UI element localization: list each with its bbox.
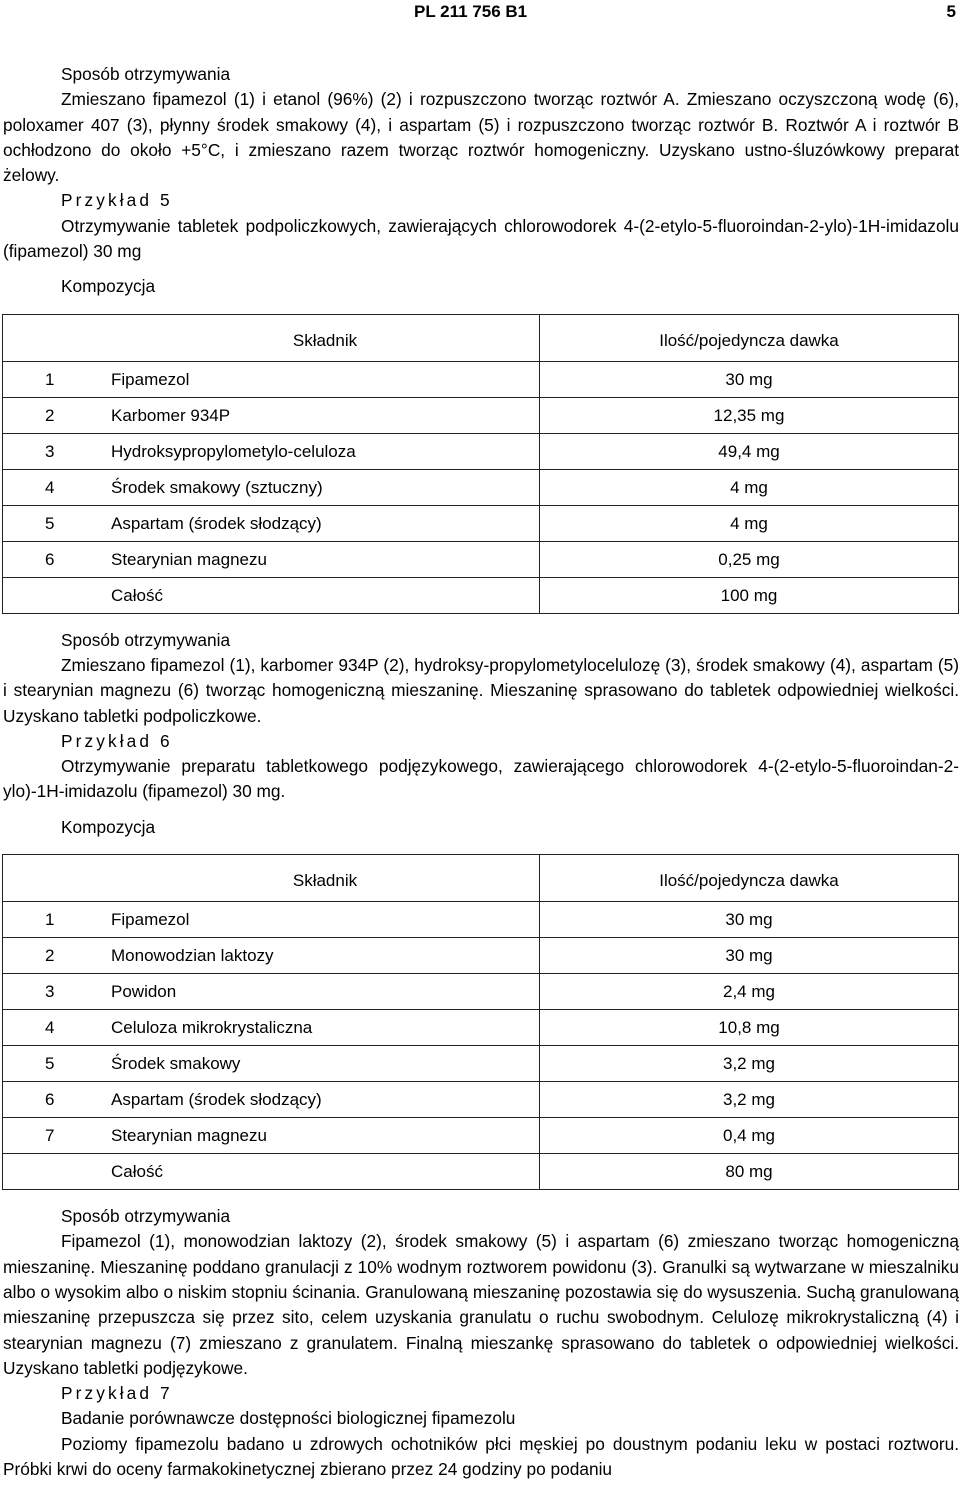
ingredient-name: Monowodzian laktozy (111, 938, 540, 974)
ingredient-amount: 100 mg (540, 577, 959, 613)
ingredient-name: Powidon (111, 974, 540, 1010)
example-5-heading: Przykład 5 (61, 190, 173, 211)
ingredient-amount: 4 mg (540, 469, 959, 505)
table-total-row (3, 577, 959, 613)
table-row (3, 938, 959, 974)
ingredient-name: Całość (111, 577, 540, 613)
example-5-composition-label: Kompozycja (61, 276, 156, 297)
row-number: 2 (3, 397, 112, 433)
example-6-composition-table (2, 854, 959, 1190)
ingredient-amount: 3,2 mg (540, 1082, 959, 1118)
table-row (3, 469, 959, 505)
table-row (3, 361, 959, 397)
row-number: 5 (3, 505, 112, 541)
ingredient-amount: 12,35 mg (540, 397, 959, 433)
page-header (0, 2, 960, 26)
ingredient-amount: 4 mg (540, 505, 959, 541)
row-number: 4 (3, 469, 112, 505)
row-number (3, 1154, 112, 1190)
example-6-heading: Przykład 6 (61, 730, 173, 751)
header-amount: Ilość/pojedyncza dawka (540, 314, 959, 361)
row-number: 4 (3, 1010, 112, 1046)
document-body (3, 62, 959, 1482)
ingredient-amount: 0,25 mg (540, 541, 959, 577)
row-number: 5 (3, 1046, 112, 1082)
table-row (3, 902, 959, 938)
row-number: 1 (3, 361, 112, 397)
ingredient-amount: 80 mg (540, 1154, 959, 1190)
method-label: Sposób otrzymywania (61, 64, 231, 84)
page-number: 5 (946, 2, 956, 21)
ingredient-name: Stearynian magnezu (111, 1118, 540, 1154)
ingredient-name: Karbomer 934P (111, 397, 540, 433)
ingredient-name: Fipamezol (111, 902, 540, 938)
table-row (3, 505, 959, 541)
table-row (3, 433, 959, 469)
ingredient-name: Całość (111, 1154, 540, 1190)
ingredient-amount: 49,4 mg (540, 433, 959, 469)
ingredient-amount: 3,2 mg (540, 1046, 959, 1082)
patent-number: PL 211 756 B1 (414, 2, 528, 21)
ingredient-name: Fipamezol (111, 361, 540, 397)
example-7-heading: Przykład 7 (61, 1383, 173, 1404)
table-row (3, 397, 959, 433)
ingredient-name: Aspartam (środek słodzący) (111, 505, 540, 541)
table-row (3, 1082, 959, 1118)
ingredient-name: Środek smakowy (sztuczny) (111, 469, 540, 505)
table-row (3, 974, 959, 1010)
ingredient-name: Hydroksypropylometylo-celuloza (111, 433, 540, 469)
table-total-row (3, 1154, 959, 1190)
table-header-row (3, 314, 959, 361)
ingredient-amount: 10,8 mg (540, 1010, 959, 1046)
example-7-text: Poziomy fipamezolu badano u zdrowych ochotników płci męskiej po doustnym podaniu leku w postaci roztworu. Próbki krwi do oceny farmakokinetycznej zbierano przez 24 godziny po podaniu (3, 1433, 959, 1480)
example-5-method-label: Sposób otrzymywania (61, 629, 231, 650)
table-row (3, 1046, 959, 1082)
header-blank-cell (3, 314, 112, 361)
example-5-method-text: Zmieszano fipamezol (1), karbomer 934P (2), hydroksy-propylometylocelulozę (3), środek smakowy (4), aspartam (5) i stearynian magnezu (6) tworząc homogeniczną mieszaninę. Mieszaninę sprasowano do tabletek odpowiedniej wielkości. Uzyskano tabletki podpoliczkowe. (3, 654, 959, 726)
ingredient-name: Celuloza mikrokrystaliczna (111, 1010, 540, 1046)
row-number: 6 (3, 541, 112, 577)
row-number: 6 (3, 1082, 112, 1118)
row-number: 2 (3, 938, 112, 974)
ingredient-amount: 0,4 mg (540, 1118, 959, 1154)
ingredient-amount: 30 mg (540, 938, 959, 974)
ingredient-amount: 30 mg (540, 902, 959, 938)
row-number: 7 (3, 1118, 112, 1154)
row-number (3, 577, 112, 613)
example-6-description: Otrzymywanie preparatu tabletkowego podjęzykowego, zawierającego chlorowodorek 4-(2-etylo-5-fluoroindan-2-ylo)-1H-imidazolu (fipamezol) 30 mg. (3, 756, 959, 802)
row-number: 3 (3, 974, 112, 1010)
table-header-row (3, 855, 959, 902)
table-row (3, 1010, 959, 1046)
row-number: 3 (3, 433, 112, 469)
ingredient-amount: 30 mg (540, 361, 959, 397)
table-row (3, 541, 959, 577)
row-number: 1 (3, 902, 112, 938)
ingredient-name: Stearynian magnezu (111, 541, 540, 577)
example-6-composition-label: Kompozycja (61, 816, 156, 837)
header-blank-cell (3, 855, 112, 902)
example-5-composition-table (2, 314, 959, 614)
example-5-description: Otrzymywanie tabletek podpoliczkowych, zawierających chlorowodorek 4-(2-etylo-5-fluoroindan-2-ylo)-1H-imidazolu (fipamezol) 30 mg (3, 215, 959, 262)
ingredient-amount: 2,4 mg (540, 974, 959, 1010)
header-amount: Ilość/pojedyncza dawka (540, 855, 959, 902)
ingredient-name: Aspartam (środek słodzący) (111, 1082, 540, 1118)
example-7-title: Badanie porównawcze dostępności biologicznej fipamezolu (61, 1408, 516, 1429)
ingredient-name: Środek smakowy (111, 1046, 540, 1082)
table-row (3, 1118, 959, 1154)
header-ingredient: Składnik (111, 314, 540, 361)
method-text: Zmieszano fipamezol (1) i etanol (96%) (2) i rozpuszczono tworząc roztwór A. Zmieszano oczyszczoną wodę (6), poloxamer 407 (3), płynny środek smakowy (4), i aspartam (5) i rozpuszczono tworząc roztwór B. Roztwór A i roztwór B ochłodzono do około +5°C, i zmieszano razem tworząc roztwór homogeniczny. Uzyskano ustno-śluzówkowy preparat żelowy. (3, 89, 959, 186)
header-ingredient: Składnik (111, 855, 540, 902)
example-6-method-label: Sposób otrzymywania (61, 1206, 231, 1227)
example-6-method-text: Fipamezol (1), monowodzian laktozy (2), środek smakowy (5) i aspartam (6) zmieszano tworząc homogeniczną mieszaninę. Mieszaninę poddano granulacji z 10% wodnym roztworem powidonu (3). Granulki są wytwarzane w mieszalniku albo o wysokim albo o niskim stopniu ścinania. Granulowaną mieszaninę pozostawia się do wysuszenia. Suchą granulowaną mieszaninę przepuszcza się przez sito, celem uzyskania granulatu o ruchu swobodnym. Celulozę mikrokrystaliczną (4) i stearynian magnezu (7) zmieszano z granulatem. Finalną mieszankę sprasowano do tabletek o odpowiedniej wielkości. Uzyskano tabletki podjęzykowe. (3, 1231, 959, 1378)
